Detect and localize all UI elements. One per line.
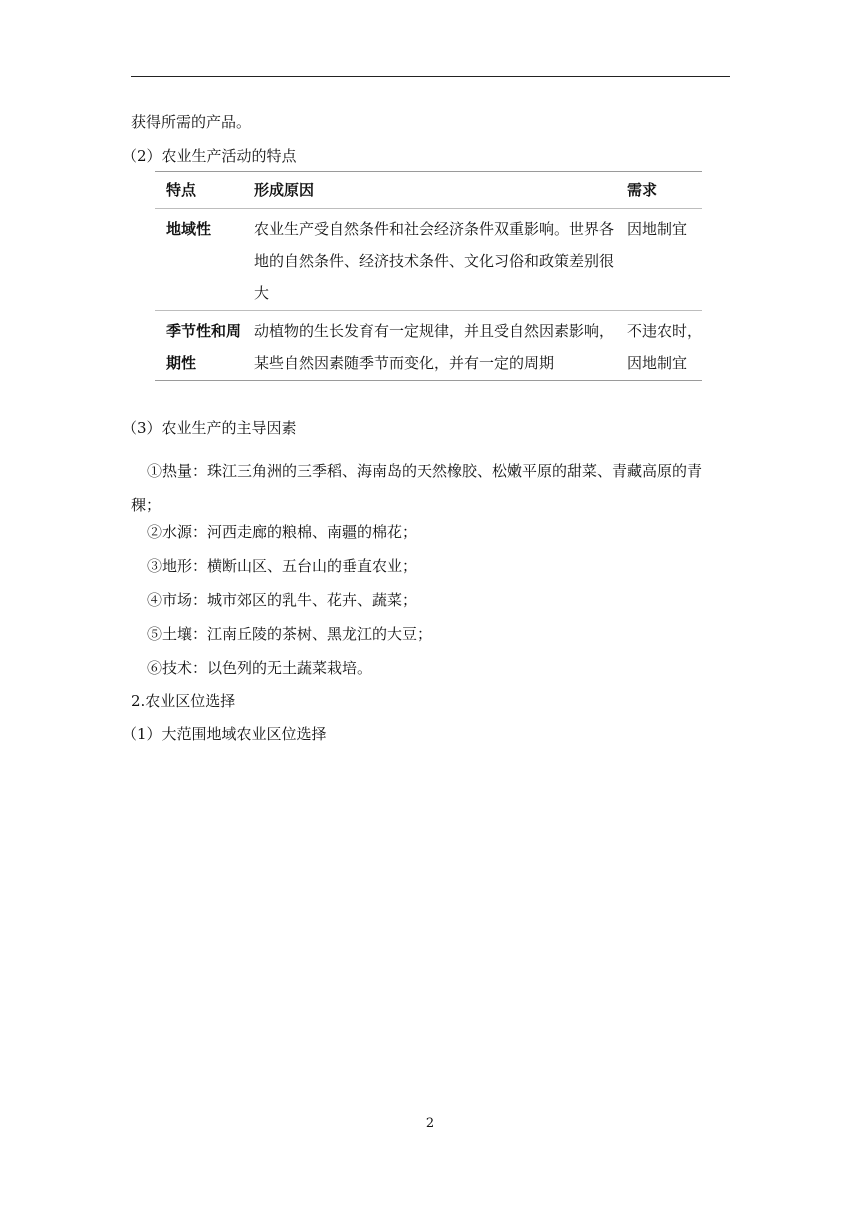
- factor-technology: ⑥技术：以色列的无土蔬菜栽培。: [147, 659, 373, 677]
- header-rule: [131, 76, 730, 77]
- section-heading-characteristics: （2）农业生产活动的特点: [122, 147, 297, 165]
- factor-terrain: ③地形：横断山区、五台山的垂直农业；: [147, 557, 418, 575]
- heading-location-selection: 2.农业区位选择: [131, 692, 236, 710]
- table-row: [155, 208, 702, 310]
- header-need: 需求: [627, 181, 658, 199]
- cell-reason: 农业生产受自然条件和社会经济条件双重影响。世界各地的自然条件、经济技术条件、文化习俗和政策差别很大: [254, 220, 615, 302]
- cell-reason: 动植物的生长发育有一定规律，并且受自然因素影响，某些自然因素随季节而变化，并有一定的周期: [254, 322, 615, 372]
- factor-text: ①热量：珠江三角洲的三季稻、海南岛的天然橡胶、松嫩平原的甜菜、青藏高原的青稞；: [131, 462, 703, 514]
- cell-feature: 季节性和周期性: [166, 322, 242, 372]
- factor-heat: [131, 454, 730, 522]
- page-number: 2: [425, 1116, 435, 1131]
- factor-water: ②水源：河西走廊的粮棉、南疆的棉花；: [147, 523, 418, 541]
- table-header-row: [155, 172, 702, 208]
- factor-market: ④市场：城市郊区的乳牛、花卉、蔬菜；: [147, 591, 418, 609]
- cell-need: 不违农时，因地制宜: [627, 322, 703, 372]
- header-feature: 特点: [166, 181, 197, 199]
- characteristics-table: [155, 171, 702, 381]
- section-heading-factors: （3）农业生产的主导因素: [122, 419, 297, 437]
- subheading-large-scale: （1）大范围地域农业区位选择: [122, 725, 327, 743]
- table-row: [155, 310, 702, 380]
- continuation-text: 获得所需的产品。: [131, 113, 252, 131]
- cell-need: 因地制宜: [627, 220, 688, 238]
- cell-feature: 地域性: [166, 220, 212, 238]
- header-reason: 形成原因: [254, 181, 315, 199]
- factor-soil: ⑤土壤：江南丘陵的茶树、黑龙江的大豆；: [147, 625, 433, 643]
